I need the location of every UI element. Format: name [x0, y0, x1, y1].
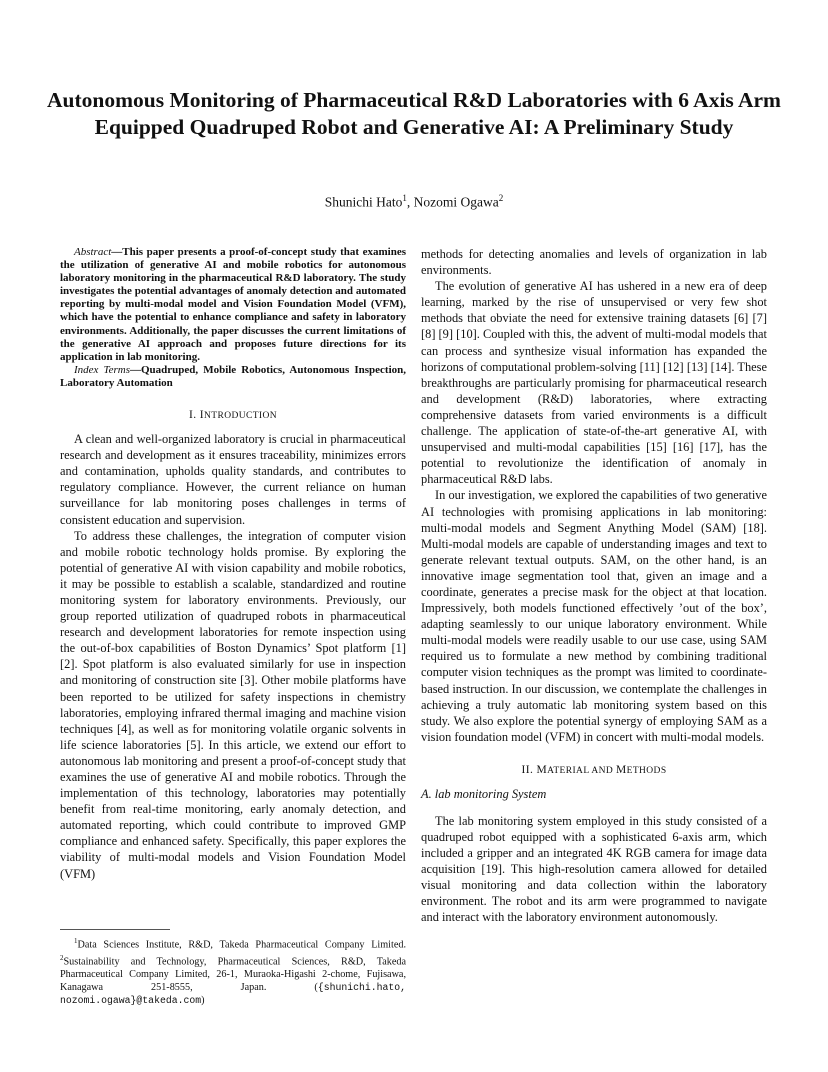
index-terms-lead: Index Terms	[74, 363, 130, 376]
author-list	[40, 189, 788, 212]
left-column	[60, 246, 406, 882]
footnote-rule	[60, 929, 170, 930]
email-address: {shunichi.hato, nozomi.ogawa}@takeda.com	[60, 981, 406, 1006]
section-heading-methods: II. MATERIAL AND METHODS	[521, 763, 667, 776]
abstract-text: —This paper presents a proof-of-concept study that examines the utilization of generative AI and mobile robotics for autonomous laboratory monitoring in the pharmaceutical R&D laboratory. The study investigates the potential advantages of anomaly detection and automated reporting by multi-modal model and Vision Foundation Model (VFM), which have the potential to enhance compliance and safety in laboratory environments. Additionally, the paper discusses the current limitations of the generative AI approach and proposes future directions for its application in lab monitoring.	[60, 246, 406, 363]
paragraph: The evolution of generative AI has ushered in a new era of deep learning, marked by the rise of unsupervised or very few shot methods that obviate the need for extensive training datasets [6] [7] [8] [9] [10]. Coupled with this, the advent of multi-modal models that can process and synthesize visual information has expanded the horizons of computational problem-solving [11] [12] [13] [14]. These breakthroughs are particularly promising for pharmaceutical research and development (R&D) laboratories, where extracting comprehensive datasets from varied environments is a difficult challenge. The application of state-of-the-art generative AI, with unsupervised and multi-modal capabilities [15] [16] [17], has the potential to revolutionize the identification of anomaly in pharmaceutical R&D labs.	[421, 279, 767, 487]
abstract-lead: Abstract	[74, 246, 112, 258]
paragraph: A clean and well-organized laboratory is crucial in pharmaceutical research and development as it ensures traceability, minimizes errors and contamination, upholds quality standards, and contributes to regulatory compliance. However, the current reliance on human surveillance for lab monitoring poses challenges in terms of consistent education and supervision.	[60, 432, 406, 527]
affiliation-marker: 1	[402, 193, 407, 203]
footnote: $^1$Data Sciences Institute, R&D, Takeda Pharmaceutical Company Limited. $^2$Sustainability and Technology, Pharmaceutical Sciences, R&D, Takeda Pharmaceutical Company Limited, 26-1, Muraoka-Higashi 2-chome, Fujisawa, Kanagawa 251-8555, Japan. ({shunichi.hato, nozomi.ogawa}@takeda.com)	[60, 937, 406, 1006]
author-name: Shunichi Hato	[324, 194, 403, 210]
paper-title: Autonomous Monitoring of Pharmaceutical R&D Laboratories with 6 Axis Arm Equipped Quadruped Robot and Generative AI: A Preliminary Study	[47, 88, 781, 139]
paragraph: To address these challenges, the integration of computer vision and mobile robotic technology holds promise. By exploring the potential of generative AI with vision capability and mobile robotics, it may be possible to establish a scalable, standardized and routine monitoring system for laboratory environments. Previously, our group reported utilization of quadruped robots in pharmaceutical research and development laboratories for remote inspection using the out-of-box capabilities of Boston Dynamics’ Spot platform [1] [2]. Spot platform is also evaluated similarly for use in inspection and monitoring of construction site [3]. Other mobile platforms have been reported to be utilized for safety inspections in chemistry laboratories, employing infrared thermal imaging and machine vision techniques [4], as well as for monitoring volatile organic solvents in life science laboratories [5]. In this article, we extend our effort to autonomous lab monitoring and present a proof-of-concept study that examines the use of generative AI and mobile robotics. Through the implementation of this technology, laboratories may potentially benefit from real-time monitoring, early anomaly detection, and automated reporting, which could contribute to improved GMP compliance and enhanced safety. Specifically, this paper explores the viability of multi-modal models and Vision Foundation Model (VFM)	[60, 528, 406, 881]
paragraph: methods for detecting anomalies and levels of organization in lab environments.	[421, 247, 767, 278]
right-column	[421, 246, 767, 926]
section-heading-introduction: I. INTRODUCTION	[188, 409, 278, 422]
affiliation-marker: 2	[498, 193, 504, 203]
author-separator: ,	[406, 194, 414, 210]
subsection-heading: A. lab monitoring System	[421, 786, 547, 801]
paragraph: In our investigation, we explored the capabilities of two generative AI technologies with promising applications in lab monitoring: multi-modal models and Segment Anything Model (SAM) [18]. Multi-modal models are capable of understanding images and text to generate relevant textual outputs. SAM, on the other hand, is an innovative image segmentation tool that, given an image and a coordinate, generates a precise mask for the object at that location. Impressively, both models functioned effectively ’out of the box’, adapting seamlessly to our unique laboratory environment. While multi-modal models were readily usable to our use case, using SAM required us to formulate a new method by combining traditional computer vision techniques as the prompt was limited to coordinate-based instruction. In our discussion, we contemplate the challenges in achieving a truly automatic lab monitoring system based on this study. We also explore the potential synergy of employing SAM as a vision foundation model (VFM) in concert with multi-modal models.	[421, 488, 767, 744]
paragraph: The lab monitoring system employed in this study consisted of a quadruped robot equipped with a sophisticated 6-axis arm, which included a gripper and an integrated 4K RGB camera for image data acquisition [19]. This high-resolution camera allowed for detailed visual monitoring and data collection within the laboratory environment. The robot and its arm were programmed to navigate and interact with the laboratory environment autonomously.	[421, 813, 767, 925]
author-name: Nozomi Ogawa	[413, 194, 499, 210]
abstract	[60, 246, 406, 364]
index-terms-text: —Quadruped, Mobile Robotics, Autonomous Inspection, Laboratory Automation	[60, 363, 406, 389]
index-terms	[60, 364, 406, 390]
